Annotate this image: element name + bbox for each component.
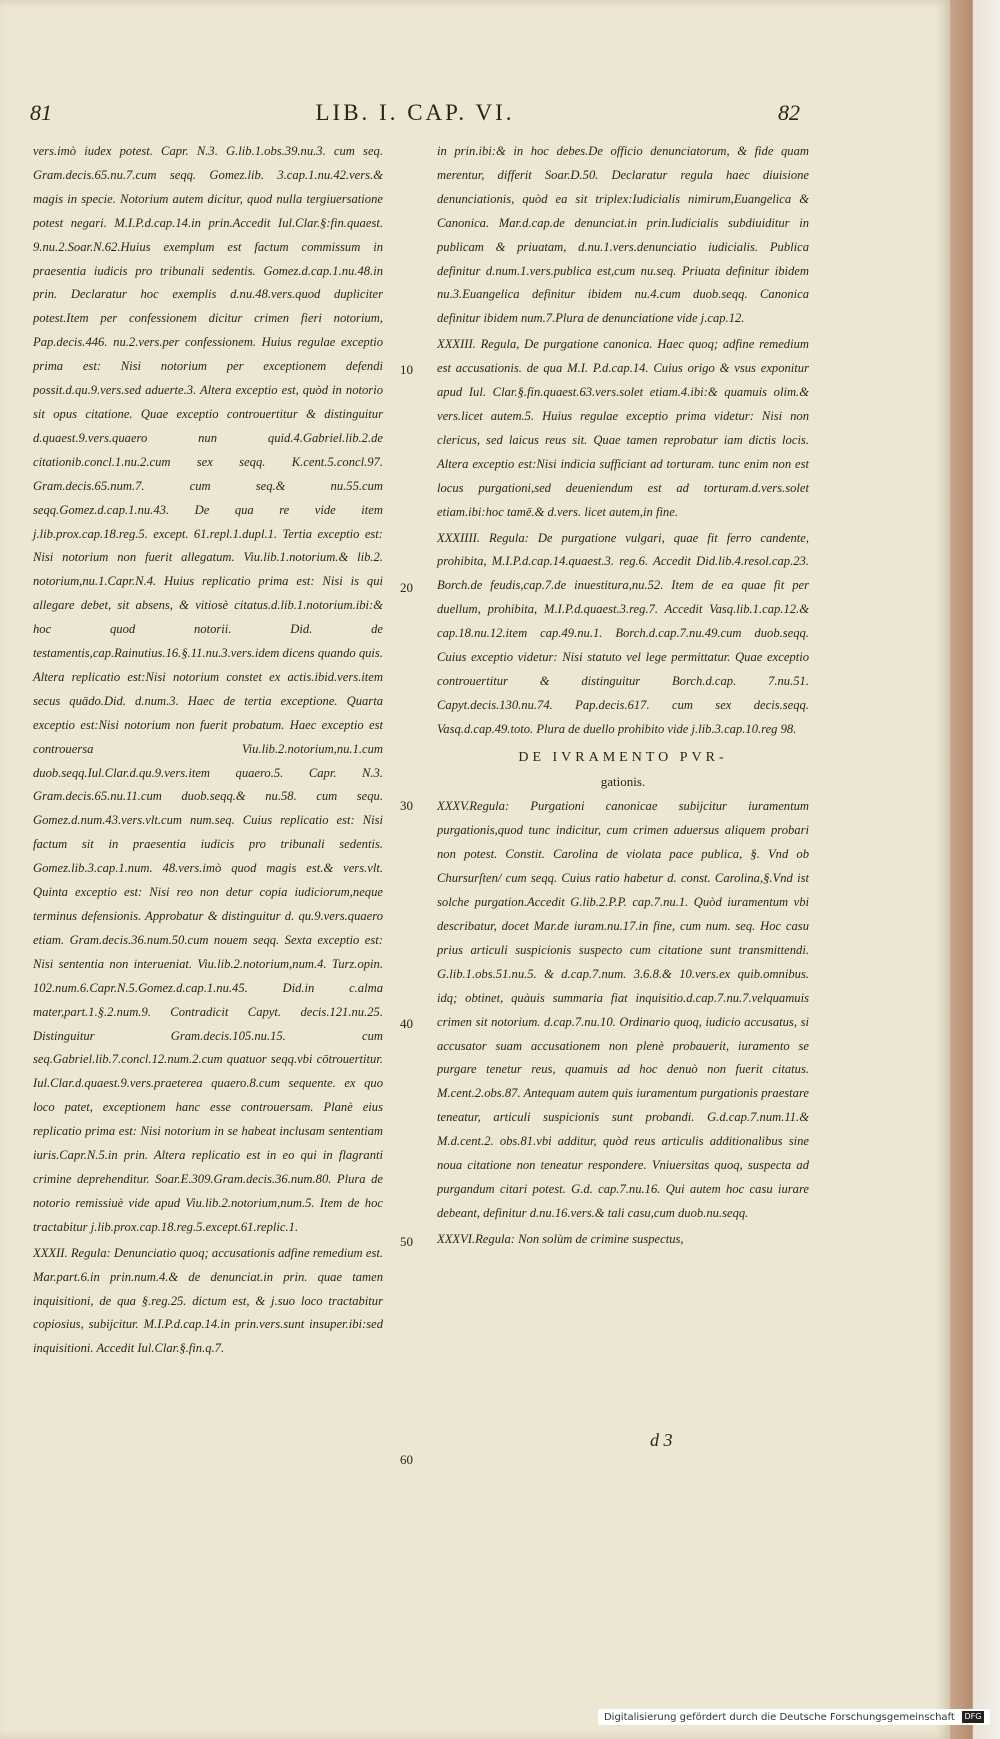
section-title: DE IVRAMENTO PVR-	[518, 749, 728, 765]
paragraph: XXXIII. Regula, De purgatione canonica. Haec quoq; adfine remedium est accusationis. de qua M.I. P.d.cap.14. Cuius origo & vsus exponitur apud Iul. Clar.§.fin.quaest.63.vers.solet etiam.4.ibi:& quamuis olim.& vers.licet autem.5. Huius regulae exceptio prima videtur: Nisi non clericus, sed laicus reus sit. Quae tamen reprobatur iam dictis locis. Altera exceptio est:Nisi indicia sufficiant ad torturam. tunc enim non est locus purgationi,sed deueniendum est ad torturam.d.vers.solet etiam.ibi:hoc tamē.& d.vers. licet autem,in fine.	[437, 337, 809, 519]
line-number: 40	[400, 1016, 413, 1031]
section-subtitle: gationis.	[600, 773, 646, 789]
paragraph: in prin.ibi:& in hoc debes.De officio denunciatorum, & fide quam merentur, differit Soar.D.50. Declaratur regula haec diuisione denunciationis, quòd ea sit triplex:Iudicialis nimirum,Euangelica & Canonica. Mar.d.cap.de denunciat.in prin.Iudicialis subdiuiditur in publicam & priuatam, d.nu.1.vers.denunciatio iudicialis. Publica definitur d.num.1.vers.publica est,cum nu.seq. Priuata definitur ibidem nu.3.Euangelica definitur ibidem nu.4.cum duob.seqq. Canonica definitur ibidem num.7.Plura de denunciatione vide j.cap.12.	[437, 144, 809, 326]
right-column	[437, 140, 809, 1254]
footer-text: Digitalisierung gefördert durch die Deutsche Forschungsgemeinschaft	[603, 1712, 955, 1723]
paragraph: XXXVI.Regula: Non solùm de crimine suspectus,	[437, 1231, 684, 1246]
line-number: 20	[400, 580, 413, 595]
line-number: 60	[400, 1452, 413, 1467]
paragraph: vers.imò iudex potest. Capr. N.3. G.lib.1.obs.39.nu.3. cum seq. Gram.decis.65.nu.7.cum seqq. Gomez.lib. 3.cap.1.nu.42.vers.& magis in specie. Notorium autem dicitur, quod nulla tergiuersatione potest negari. M.I.P.d.cap.14.in prin.Accedit Iul.Clar.§:fin.quaest. 9.nu.2.Soar.N.62.Huius exemplum est factum commissum in praesentia iudicis pro tribunali sedentis. Gomez.d.cap.1.nu.48.in prin. Declaratur hoc exemplis d.nu.48.vers.quod dupliciter potest.Item per confessionem dicitur crimen fieri notorium, Pap.decis.446. nu.2.vers.per confessionem. Huius regulae exceptio prima est: Nisi notorium per exceptionem defendi possit.d.qu.9.vers.sed aduerte.3. Altera exceptio est, quòd in notorio sit opus citatione. Quae exceptio controuertitur & distinguitur d.quaest.9.vers.quaero nun quid.4.Gabriel.lib.2.de citationib.concl.1.nu.2.cum sex seqq. K.cent.5.concl.97. Gram.decis.65.num.7. cum seq.& nu.55.cum seqq.Gomez.d.cap.1.nu.43. De qua re vide item j.lib.prox.cap.18.reg.5. except. 61.repl.1.dupl.1. Tertia exceptio est: Nisi notorium non fuerit allegatum. Viu.lib.1.notorium.& lib.2. notorium,nu.1.Capr.N.4. Huius replicatio prima est: Nisi is qui allegare debet, sit absens, & vitiosè citatus.d.lib.1.notorium.ibi:& hoc quod notorii. Did. de testamentis,cap.Rainutius.16.§.11.nu.3.vers.idem dicens quando quis. Altera replicatio est:Nisi notorium constet ex actis.ibid.vers.item secus quādo.Did. d.num.3. Haec de tertia exceptione. Quarta exceptio est:Nisi notorium non fuerit probatum. Haec exceptio est controuersa Viu.lib.2.notorium,nu.1.cum duob.seqq.Iul.Clar.d.qu.9.vers.item quaero.5. Capr. N.3. Gram.decis.65.nu.11.cum duob.seqq.& nu.58. cum sequ. Gomez.d.num.43.vers.vlt.cum num.seq. Cuius replicatio est: Nisi factum sit in praesentia iudicis pro tribunali sedentis. Gomez.lib.3.cap.1.num. 48.vers.imò quod magis est.& vers.vlt. Quinta exceptio est: Nisi reo non detur copia iudiciorum,neque terminus defensionis. Approbatur & distinguitur d. qu.9.vers.quaero etiam. Gram.decis.36.num.50.cum nouem seqq. Sexta exceptio est: Nisi sententia non interueniat. Viu.lib.2.notorium,num.4. Turz.opin. 102.num.6.Capr.N.5.Gomez.d.cap.1.nu.45. Did.in c.alma mater,part.1.§.2.num.9. Contradicit Capyt. decis.121.nu.25. Distinguitur Gram.decis.105.nu.15. cum seq.Gabriel.lib.7.concl.12.num.2.cum quatuor seqq.vbi cōtrouertitur. Iul.Clar.d.quaest.9.vers.praeterea quaero.8.cum sequente. ex quo loco patet, exceptionem hanc esse controuersam. Planè eius replicatio prima est: Nisi notorium in se habeat inclusam sententiam iuris.Capr.N.5.in prin. Altera replicatio est in eo qui in flagranti crimine deprehenditur. Soar.E.309.Gram.decis.36.num.80. Plura de notorio remissiuè vide apud Viu.lib.2.notorium,num.5. Item de hoc tractabitur j.lib.prox.cap.18.reg.5.except.61.replic.1.	[33, 144, 383, 1234]
footer-credit	[598, 1709, 990, 1725]
line-number: 10	[400, 362, 413, 377]
page-number-left: 81	[30, 100, 52, 125]
page-header	[30, 100, 800, 134]
paragraph: XXXIIII. Regula: De purgatione vulgari, quae fit ferro candente, prohibita, M.I.P.d.cap.14.quaest.3. reg.6. Accedit Did.lib.4.resol.cap.23. Borch.de feudis,cap.7.de inuestitura,nu.52. Item de ea quae fit per duellum, prohibita, M.I.P.d.quaest.3.reg.7. Accedit Vasq.lib.1.cap.12.& cap.18.nu.12.item cap.49.nu.1. Borch.d.cap.7.nu.49.cum duob.seqq. Cuius exceptio videtur: Nisi statuto vel lege permittatur. Quae exceptio controuertitur & distinguitur Borch.d.cap. 7.nu.51. Capyt.decis.130.nu.74. Pap.decis.617. cum sex decis.seqq. Vasq.d.cap.49.toto. Plura de duello prohibito vide j.lib.3.cap.10.reg 98.	[437, 530, 809, 736]
signature-mark: d 3	[650, 1430, 673, 1450]
left-column	[33, 140, 383, 1363]
paragraph: XXXV.Regula: Purgationi canonicae subijcitur iuramentum purgationis,quod tunc indicitur, cum crimen aduersus aliquem probari non potest. Constit. Carolina de violata pace publica, §. Vnd ob Chursurſten/ cum seqq. Cuius ratio habetur d. const. Carolina,§.Vnd ist solche purgation.Accedit G.lib.2.P.P. cap.7.nu.1. Quòd iuramentum vbi describatur, docet Mar.de iuram.nu.17.in fine, cum num. seq. Hoc casu prius articuli suspicionis suspecto cum citatione sunt transmittendi. G.lib.1.obs.51.nu.5. & d.cap.7.num. 3.6.8.& 10.vers.ex quib.omnibus. idq; obtinet, quàuis summaria fiat inquisitio.d.cap.7.nu.7.velquamuis crimen sit notorium. d.cap.7.nu.10. Ordinario quoq, iudicio accusatus, si accusator suam accusationem non plenè probauerit, iuramento se purgare tenetur reus, quamuis ad hoc denuò non fuerit citatus. M.cent.2.obs.87. Antequam autem quis iuramentum purgationis praestare teneatur, articuli suspicionis sunt probandi. G.d.cap.7.num.11.& M.d.cent.2. obs.81.vbi additur, quòd reus articulis additionalibus sine noua citatione non teneatur respondere. Vniuersitas quoq, suspecta ad purgandum citari potest. G.d. cap.7.nu.16. Qui autem hoc casu iurare debeant, definitur d.nu.16.vers.& tali casu,cum duob.nu.seqq.	[437, 799, 809, 1220]
line-number: 50	[400, 1234, 413, 1249]
dfg-logo-icon: DFG	[962, 1711, 984, 1723]
line-number: 30	[400, 798, 413, 813]
running-head: LIB. I. CAP. VI.	[315, 100, 515, 125]
page-number-right: 82	[778, 100, 800, 125]
page-edge	[950, 0, 1000, 1739]
paragraph: XXXII. Regula: Denunciatio quoq; accusationis adfine remedium est. Mar.part.6.in prin.num.4.& de denunciat.in prin. quae tamen inquisitioni, de qua §.reg.25. dictum est, & j.suo loco tractabitur copiosius, subijcitur. M.I.P.d.cap.14.in prin.vers.sunt insuper.ibi:sed inquisitioni. Accedit Iul.Clar.§.fin.q.7.	[33, 1245, 383, 1356]
